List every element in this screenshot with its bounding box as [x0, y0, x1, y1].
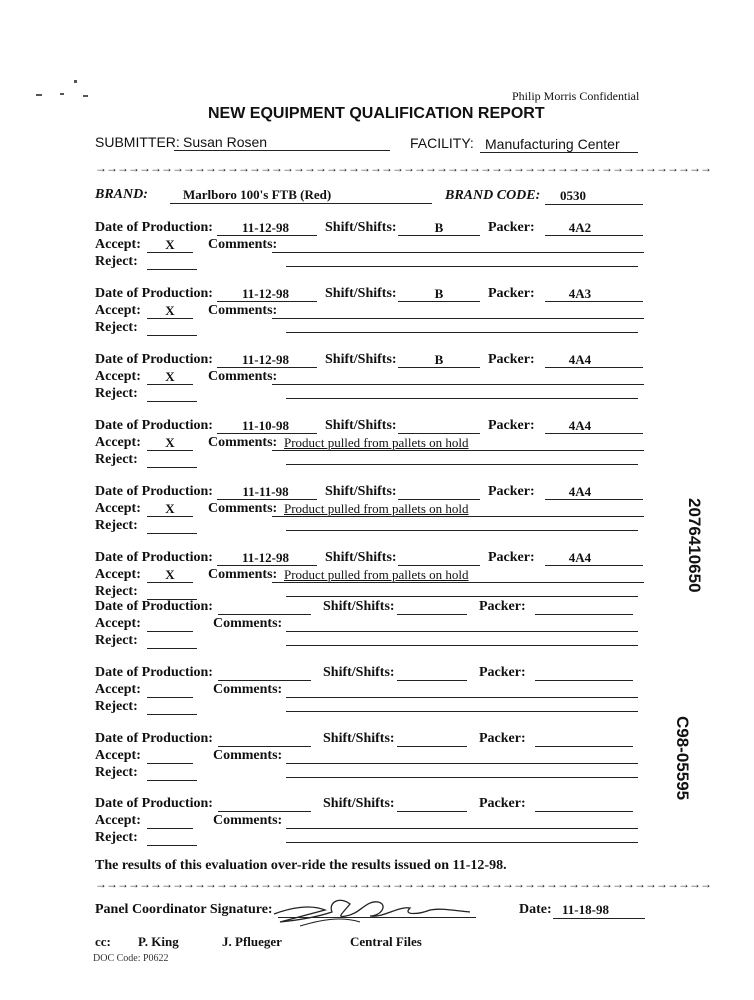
- brand-code-label: BRAND CODE:: [445, 188, 541, 203]
- shift-value: B: [434, 286, 444, 301]
- shift-underline: [398, 499, 480, 500]
- reject-comment-underline: [286, 398, 638, 399]
- accept-label: Accept:: [95, 616, 141, 631]
- date-underline: [217, 433, 317, 434]
- accept-label: Accept:: [95, 813, 141, 828]
- cc-name-central-files: Central Files: [350, 934, 422, 949]
- date-underline: [217, 235, 317, 236]
- signature-date-underline: [553, 918, 645, 919]
- reject-comment-underline: [286, 711, 638, 712]
- shift-underline: [398, 565, 480, 566]
- facility-value: Manufacturing Center: [485, 136, 620, 152]
- shift-underline: [397, 680, 467, 681]
- accept-label: Accept:: [95, 303, 141, 318]
- signature-label: Panel Coordinator Signature:: [95, 902, 273, 917]
- reject-underline: [147, 648, 197, 649]
- date-underline: [218, 746, 311, 747]
- packer-value: 4A4: [568, 550, 592, 565]
- reject-comment-underline: [286, 842, 638, 843]
- reject-comment-underline: [286, 266, 638, 267]
- reject-underline: [147, 269, 197, 270]
- shift-value: B: [434, 220, 444, 235]
- comments-label: Comments:: [213, 682, 283, 697]
- handwritten-signature: [270, 886, 490, 934]
- cc-label: cc:: [95, 934, 111, 949]
- brand-label: BRAND:: [95, 187, 148, 202]
- accept-underline: [147, 763, 193, 764]
- brand-code-value: 0530: [560, 188, 586, 203]
- date-label: Date of Production:: [95, 484, 213, 499]
- accept-underline: [147, 252, 193, 253]
- reject-comment-underline: [286, 777, 638, 778]
- shift-label: Shift/Shifts:: [323, 731, 395, 746]
- scan-speck: [74, 80, 77, 83]
- reject-comment-underline: [286, 332, 638, 333]
- packer-label: Packer:: [479, 665, 526, 680]
- accept-value: X: [165, 501, 175, 516]
- packer-label: Packer:: [488, 550, 535, 565]
- brand-value: Marlboro 100's FTB (Red): [183, 187, 332, 202]
- comments-underline: [272, 252, 644, 253]
- shift-label: Shift/Shifts:: [325, 286, 397, 301]
- reject-underline: [147, 467, 197, 468]
- reject-comment-underline: [286, 645, 638, 646]
- accept-value: X: [165, 369, 175, 384]
- comments-label: Comments:: [213, 813, 283, 828]
- accept-underline: [147, 828, 193, 829]
- shift-value: B: [434, 352, 444, 367]
- shift-underline: [398, 235, 480, 236]
- accept-underline: [147, 318, 193, 319]
- submitter-value: Susan Rosen: [183, 134, 268, 150]
- comments-label: Comments:: [208, 369, 278, 384]
- date-label: Date of Production:: [95, 550, 213, 565]
- facility-label: FACILITY:: [410, 135, 474, 151]
- comments-label: Comments:: [208, 303, 278, 318]
- report-title: NEW EQUIPMENT QUALIFICATION REPORT: [208, 105, 545, 122]
- packer-label: Packer:: [488, 418, 535, 433]
- packer-underline: [545, 499, 643, 500]
- accept-label: Accept:: [95, 435, 141, 450]
- date-underline: [217, 565, 317, 566]
- shift-underline: [398, 433, 480, 434]
- shift-label: Shift/Shifts:: [325, 220, 397, 235]
- date-underline: [218, 680, 311, 681]
- reject-label: Reject:: [95, 320, 138, 335]
- accept-underline: [147, 516, 193, 517]
- reject-underline: [147, 780, 197, 781]
- date-underline: [218, 614, 311, 615]
- arrow-divider-bottom: →→→→→→→→→→→→→→→→→→→→→→→→→→→→→→→→→→→→→→→→→→→→→→→→→→→→→→→→: [95, 877, 711, 891]
- facility-underline: [480, 152, 638, 153]
- bates-number: 2076410650: [685, 498, 704, 593]
- packer-label: Packer:: [488, 286, 535, 301]
- accept-label: Accept:: [95, 237, 141, 252]
- reject-label: Reject:: [95, 584, 138, 599]
- date-value: 11-11-98: [242, 484, 289, 499]
- reject-label: Reject:: [95, 518, 138, 533]
- packer-underline: [545, 367, 643, 368]
- reject-comment-underline: [286, 464, 638, 465]
- date-underline: [217, 499, 317, 500]
- shift-label: Shift/Shifts:: [323, 796, 395, 811]
- date-value: 11-12-98: [242, 352, 289, 367]
- signature-date-label: Date:: [519, 902, 552, 917]
- accept-value: X: [165, 303, 175, 318]
- comment-value: Product pulled from pallets on hold: [284, 567, 469, 582]
- comments-label: Comments:: [208, 501, 278, 516]
- packer-underline: [545, 433, 643, 434]
- date-underline: [218, 811, 311, 812]
- packer-underline: [545, 565, 643, 566]
- packer-value: 4A4: [568, 352, 592, 367]
- accept-underline: [147, 384, 193, 385]
- scan-speck: [83, 95, 88, 97]
- comments-label: Comments:: [213, 616, 283, 631]
- reject-underline: [147, 335, 197, 336]
- accept-underline: [147, 582, 193, 583]
- reject-underline: [147, 401, 197, 402]
- reject-label: Reject:: [95, 633, 138, 648]
- packer-label: Packer:: [479, 796, 526, 811]
- accept-label: Accept:: [95, 748, 141, 763]
- packer-underline: [545, 235, 643, 236]
- reject-comment-underline: [286, 530, 638, 531]
- brand-underline: [170, 203, 432, 204]
- packer-underline: [535, 811, 633, 812]
- comments-underline: [272, 450, 644, 451]
- reject-comment-underline: [286, 596, 638, 597]
- date-label: Date of Production:: [95, 665, 213, 680]
- date-underline: [217, 367, 317, 368]
- accept-underline: [147, 697, 193, 698]
- date-label: Date of Production:: [95, 731, 213, 746]
- shift-underline: [398, 367, 480, 368]
- arrow-divider-top: →→→→→→→→→→→→→→→→→→→→→→→→→→→→→→→→→→→→→→→→→→→→→→→→→→→→→→→→: [95, 161, 711, 175]
- comments-underline: [272, 318, 644, 319]
- comments-label: Comments:: [208, 567, 278, 582]
- date-value: 11-10-98: [242, 418, 289, 433]
- scan-speck: [36, 94, 42, 96]
- comment-value: Product pulled from pallets on hold: [284, 501, 469, 516]
- comments-underline: [286, 631, 638, 632]
- submitter-label: SUBMITTER:: [95, 134, 180, 150]
- accept-underline: [147, 631, 193, 632]
- packer-label: Packer:: [479, 599, 526, 614]
- cc-name-king: P. King: [138, 934, 179, 949]
- doc-code: DOC Code: P0622: [93, 953, 169, 964]
- comments-underline: [272, 384, 644, 385]
- scan-speck: [60, 93, 64, 95]
- date-value: 11-12-98: [242, 550, 289, 565]
- packer-underline: [535, 680, 633, 681]
- cc-name-pflueger: J. Pflueger: [222, 934, 282, 949]
- shift-underline: [398, 301, 480, 302]
- comments-underline: [286, 828, 638, 829]
- packer-value: 4A4: [568, 484, 592, 499]
- shift-underline: [397, 614, 467, 615]
- reject-label: Reject:: [95, 830, 138, 845]
- date-label: Date of Production:: [95, 286, 213, 301]
- shift-label: Shift/Shifts:: [325, 418, 397, 433]
- date-value: 11-12-98: [242, 220, 289, 235]
- comments-underline: [272, 582, 644, 583]
- packer-value: 4A3: [568, 286, 592, 301]
- reject-label: Reject:: [95, 452, 138, 467]
- accept-label: Accept:: [95, 567, 141, 582]
- reject-underline: [147, 533, 197, 534]
- accept-label: Accept:: [95, 501, 141, 516]
- comments-label: Comments:: [208, 237, 278, 252]
- comments-underline: [286, 763, 638, 764]
- comment-value: Product pulled from pallets on hold: [284, 435, 469, 450]
- brand-code-underline: [545, 204, 643, 205]
- accept-value: X: [165, 567, 175, 582]
- shift-label: Shift/Shifts:: [325, 550, 397, 565]
- submitter-underline: [174, 150, 390, 151]
- shift-label: Shift/Shifts:: [323, 599, 395, 614]
- reject-underline: [147, 845, 197, 846]
- reject-label: Reject:: [95, 765, 138, 780]
- packer-label: Packer:: [479, 731, 526, 746]
- document-control-number: C98-05595: [673, 716, 692, 801]
- reject-label: Reject:: [95, 386, 138, 401]
- shift-label: Shift/Shifts:: [325, 352, 397, 367]
- comments-underline: [272, 516, 644, 517]
- accept-value: X: [165, 237, 175, 252]
- comments-label: Comments:: [208, 435, 278, 450]
- signature-date-value: 11-18-98: [562, 902, 609, 917]
- packer-value: 4A2: [568, 220, 592, 235]
- accept-label: Accept:: [95, 682, 141, 697]
- shift-label: Shift/Shifts:: [325, 484, 397, 499]
- accept-underline: [147, 450, 193, 451]
- confidential-label: Philip Morris Confidential: [512, 89, 640, 103]
- reject-underline: [147, 714, 197, 715]
- packer-label: Packer:: [488, 220, 535, 235]
- shift-label: Shift/Shifts:: [323, 665, 395, 680]
- accept-label: Accept:: [95, 369, 141, 384]
- packer-label: Packer:: [488, 484, 535, 499]
- reject-label: Reject:: [95, 254, 138, 269]
- date-label: Date of Production:: [95, 352, 213, 367]
- packer-underline: [535, 614, 633, 615]
- reject-label: Reject:: [95, 699, 138, 714]
- packer-underline: [545, 301, 643, 302]
- packer-label: Packer:: [488, 352, 535, 367]
- date-label: Date of Production:: [95, 599, 213, 614]
- packer-underline: [535, 746, 633, 747]
- packer-value: 4A4: [568, 418, 592, 433]
- override-note: The results of this evaluation over-ride the results issued on 11-12-98.: [95, 858, 507, 873]
- shift-underline: [397, 746, 467, 747]
- date-label: Date of Production:: [95, 796, 213, 811]
- date-underline: [217, 301, 317, 302]
- comments-underline: [286, 697, 638, 698]
- accept-value: X: [165, 435, 175, 450]
- date-label: Date of Production:: [95, 220, 213, 235]
- date-label: Date of Production:: [95, 418, 213, 433]
- shift-underline: [397, 811, 467, 812]
- comments-label: Comments:: [213, 748, 283, 763]
- date-value: 11-12-98: [242, 286, 289, 301]
